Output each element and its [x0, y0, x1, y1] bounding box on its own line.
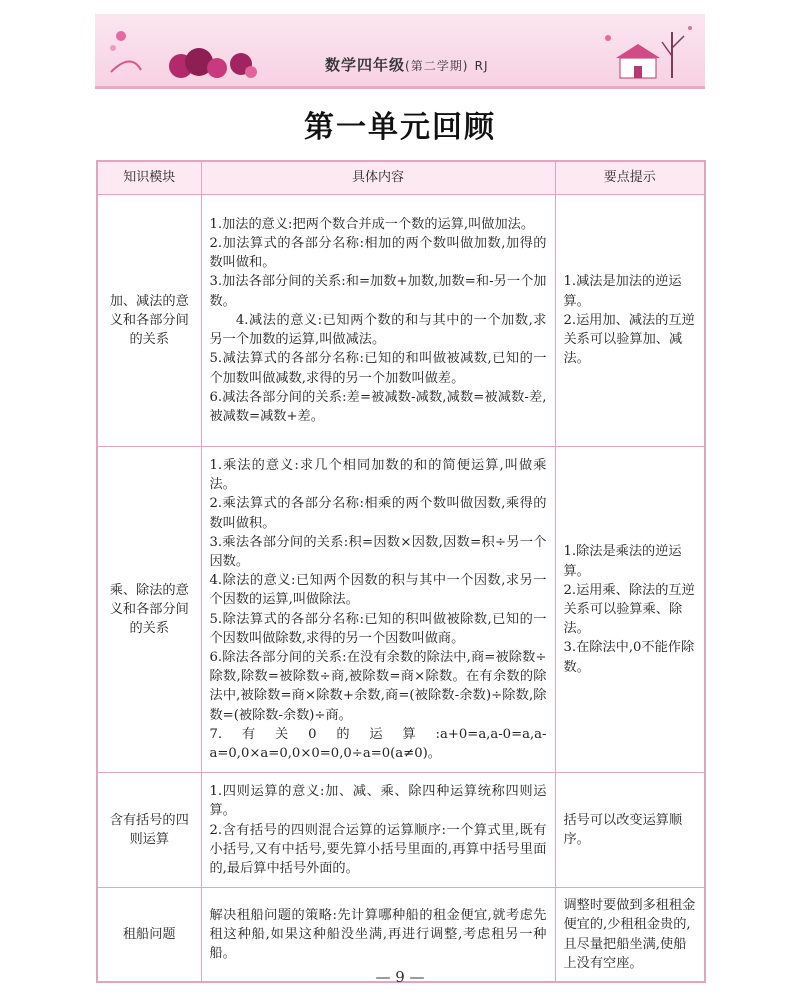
module-cell: 乘、除法的意义和各部分间的关系 [97, 447, 201, 773]
content-item: 4.除法的意义:已知两个因数的积与其中一个因数,求另一个因数的运算,叫做除法。 [209, 573, 547, 608]
content-item: 3.乘法各部分间的关系:积=因数×因数,因数=积÷另一个因数。 [209, 534, 547, 570]
content-item: 7.有关0的运算:a+0=a,a-0=a,a-a=0,0×a=0,0×0=0,0÷a=0(a≠0)。 [209, 726, 547, 762]
tips-cell [555, 447, 705, 773]
book-header [325, 54, 489, 75]
module-cell: 加、减法的意义和各部分间的关系 [97, 195, 201, 447]
content-cell [201, 195, 555, 447]
review-table [96, 160, 706, 983]
content-item: 3.加法各部分间的关系:和=加数+加数,加数=和-另一个加数。 [209, 274, 547, 309]
content-item: 5.减法算式的各部分名称:已知的和叫做被减数,已知的一个加数叫做减数,求得的另一个加数叫做差。 [209, 351, 547, 386]
house-tree-decoration-icon [600, 18, 700, 82]
table-row [97, 447, 705, 773]
book-edition: RJ [474, 59, 489, 73]
content-cell [201, 773, 555, 888]
tip-item: 3.在除法中,0不能作除数。 [563, 640, 695, 675]
content-item: 解决租船问题的策略:先计算哪种船的租金便宜,就考虑先租这种船,如果这种船没坐满,再进行调整,考虑租另一种船。 [209, 907, 547, 962]
book-term: (第二学期) [405, 59, 469, 73]
tip-item: 1.减法是加法的逆运算。 [563, 274, 682, 309]
content-item: 2.加法算式的各部分名称:相加的两个数叫做加数,加得的数叫做和。 [209, 236, 547, 271]
header-content: 具体内容 [201, 161, 555, 195]
content-item: 6.减法各部分间的关系:差=被减数-减数,减数=被减数-差,被减数=减数+差。 [209, 389, 547, 424]
table-row [97, 195, 705, 447]
module-cell: 租船问题 [97, 888, 201, 982]
content-item: 1.四则运算的意义:加、减、乘、除四种运算统称四则运算。 [209, 784, 547, 819]
tip-item: 括号可以改变运算顺序。 [563, 813, 683, 848]
header-banner [95, 14, 705, 89]
tip-item: 2.运用加、减法的互逆关系可以验算加、减法。 [563, 312, 695, 367]
tip-item: 1.除法是乘法的逆运算。 [563, 544, 682, 579]
book-title: 数学四年级 [325, 56, 406, 74]
tips-cell [555, 773, 705, 888]
page-number: — 9 — [375, 968, 425, 986]
flower-decoration-icon [101, 22, 261, 82]
content-item: 6.除法各部分间的关系:在没有余数的除法中,商=被除数÷除数,除数=被除数÷商,被除数=商×除数。在有余数的除法中,被除数=商×除数+余数,商=(被除数-余数)÷除数,除数=(被除数-余数)÷商。 [209, 650, 547, 723]
content-cell [201, 447, 555, 773]
content-item: 1.乘法的意义:求几个相同加数的和的简便运算,叫做乘法。 [209, 458, 547, 493]
content-item: 1.加法的意义:把两个数合并成一个数的运算,叫做加法。 [209, 216, 535, 232]
page-title: 第一单元回顾 [304, 110, 496, 145]
header-module: 知识模块 [97, 161, 201, 195]
content-item: 4.减法的意义:已知两个数的和与其中的一个加数,求另一个加数的运算,叫做减法。 [209, 312, 547, 348]
module-cell: 含有括号的四则运算 [97, 773, 201, 888]
content-item: 2.乘法算式的各部分名称:相乘的两个数叫做因数,乘得的数叫做积。 [209, 496, 547, 531]
content-item: 2.含有括号的四则混合运算的运算顺序:一个算式里,既有小括号,又有中括号,要先算小括号里面的,再算中括号里面的,最后算中括号外面的。 [209, 822, 547, 877]
table-row [97, 773, 705, 888]
tip-item: 调整时要做到多租租金便宜的,少租租金贵的,且尽量把船坐满,使船上没有空座。 [563, 898, 696, 971]
header-tips: 要点提示 [555, 161, 705, 195]
table-header-row [97, 161, 705, 195]
tip-item: 2.运用乘、除法的互逆关系可以验算乘、除法。 [563, 582, 695, 637]
content-item: 5.除法算式的各部分名称:已知的积叫做被除数,已知的一个因数叫做除数,求得的另一个因数叫做商。 [209, 611, 547, 646]
tips-cell [555, 195, 705, 447]
